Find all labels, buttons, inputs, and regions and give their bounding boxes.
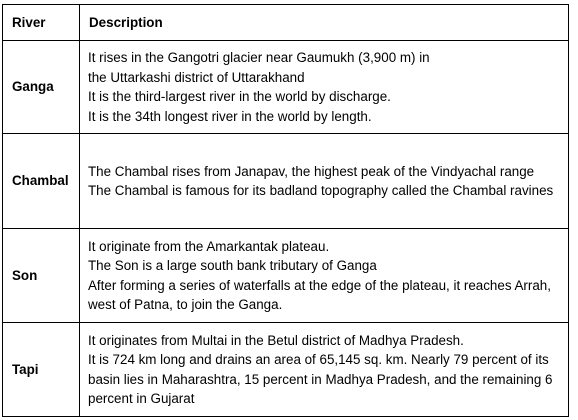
table-row	[3, 41, 569, 134]
table-row	[3, 134, 569, 229]
rivers-table	[2, 4, 569, 417]
header-row	[3, 5, 569, 41]
description-line: It is the third-largest river in the world by discharge.	[88, 89, 391, 104]
river-name-cell: Ganga	[3, 41, 80, 134]
description-cell	[80, 134, 569, 229]
description-line: It originate from the Amarkantak plateau.	[88, 238, 330, 254]
header-description: Description	[80, 5, 569, 41]
description-line: It is 724 km long and drains an area of 65,145 sq. km. Nearly 79 percent of its basin lies in Maharashtra, 15 percent in Madhya Pradesh, and the remaining 6 percent in Gujarat	[88, 352, 553, 406]
river-name-cell: Tapi	[3, 323, 80, 417]
table-row	[3, 229, 569, 323]
description-cell	[80, 323, 569, 417]
description-line: the Uttarkashi district of Uttarakhand	[88, 69, 305, 85]
description-line: The Chambal rises from Janapav, the highest peak of the Vindyachal range	[88, 163, 535, 179]
description-line: It originates from Multai in the Betul district of Madhya Pradesh.	[88, 332, 464, 348]
table-row	[3, 323, 569, 417]
description-line: The Son is a large south bank tributary of Ganga	[88, 258, 377, 273]
description-cell	[80, 41, 569, 134]
river-name-cell: Chambal	[3, 134, 80, 229]
description-line: After forming a series of waterfalls at the edge of the plateau, it reaches Arrah, west of Patna, to join the Ganga.	[88, 277, 551, 312]
river-name-cell: Son	[3, 229, 80, 323]
description-line: It is the 34th longest river in the world by length.	[88, 108, 372, 124]
description-line: The Chambal is famous for its badland topography called the Chambal ravines	[88, 183, 554, 198]
description-line: It rises in the Gangotri glacier near Gaumukh (3,900 m) in	[88, 50, 430, 65]
description-cell	[80, 229, 569, 323]
header-river: River	[3, 5, 80, 41]
